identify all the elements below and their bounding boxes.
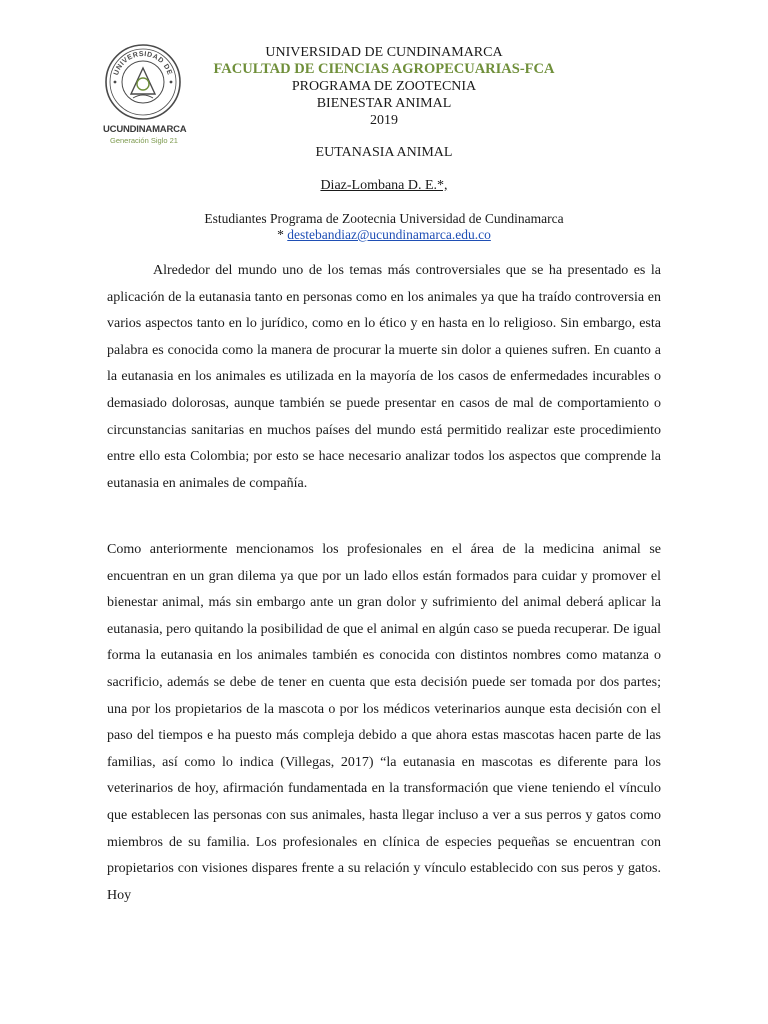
university-logo: [103, 42, 187, 154]
faculty-name: FACULTAD DE CIENCIAS AGROPECUARIAS-FCA: [213, 61, 555, 77]
course-name: BIENESTAR ANIMAL: [316, 96, 452, 111]
document-title: EUTANASIA ANIMAL: [315, 145, 453, 160]
paragraph-1: Alrededor del mundo uno de los temas más controversiales que se ha presentado es la aplicación de la eutanasia tanto en personas como en los animales ya que ha traído controversia en varios aspectos tanto en lo jurídico, como en lo ético y en hasta en lo religioso. Sin embargo, esta palabra es conocida como la manera de procurar la muerte sin dolor a quienes sufren. En cuanto a la eutanasia en los animales es utilizada en la mayoría de los casos de enfermedades incurables o demasiado dolorosas, aunque también se puede presentar en casos de mal de comportamiento o circunstancias sanitarias en muchos países del mundo está permitido realizar este procedimiento entre ello esta Colombia; por esto se hace necesario analizar todos los aspectos que comprende la eutanasia en animales de compañía.: [107, 263, 661, 491]
university-seal-icon: [103, 42, 183, 122]
email-asterisk: *: [277, 227, 284, 242]
affiliation: [120, 211, 648, 243]
logo-tagline: Generación Siglo 21: [110, 136, 178, 145]
document-header: [184, 44, 584, 129]
email-line: [120, 227, 648, 243]
seal-ring-text: UNIVERSIDAD DE: [112, 50, 174, 77]
affiliation-text: Estudiantes Programa de Zootecnia Universidad de Cundinamarca: [204, 211, 564, 226]
author-name: Diaz-Lombana D. E.*,: [320, 178, 448, 193]
email-link[interactable]: destebandiaz@ucundinamarca.edu.co: [287, 227, 491, 242]
university-name: UNIVERSIDAD DE CUNDINAMARCA: [265, 45, 503, 60]
author-line: [184, 178, 584, 194]
logo-wordmark: UCUNDINAMARCA: [103, 124, 187, 135]
paragraph-2: Como anteriormente mencionamos los profesionales en el área de la medicina animal se encuentran en un gran dilema ya que por un lado ellos están formados para cuidar y promover el bienestar animal, más sin embargo ante un gran dolor y sufrimiento del animal deberá aplicar la eutanasia, pero quitando la posibilidad de que el animal en algún caso se pueda recuperar. De igual forma la eutanasia en los animales también es conocida con distintos nombres como matanza o sacrificio, además se debe de tener en cuenta que esta decisión puede ser tomada por dos partes; una por los propietarios de la mascota o por los médicos veterinarios aunque esta decisión con el paso del tiempos e ha puesto más compleja debido a que ahora estas mascotas hacen parte de las familias, así como lo indica (Villegas, 2017) “la eutanasia en mascotas es diferente para los veterinarios de hoy, afirmación fundamentada en la transformación que viene teniendo el vínculo que establecen las personas con sus animales, hasta llegar incluso a ver a sus perros y gatos como miembros de su familia. Los profesionales en clínica de especies pequeñas se encuentran con propietarios con visiones dispares frente a su relación y vínculo establecido con sus peros y gatos. Hoy: [107, 542, 661, 903]
svg-text:UNIVERSIDAD DE: [113, 51, 173, 76]
program-name: PROGRAMA DE ZOOTECNIA: [291, 79, 477, 94]
document-year: 2019: [370, 113, 398, 128]
